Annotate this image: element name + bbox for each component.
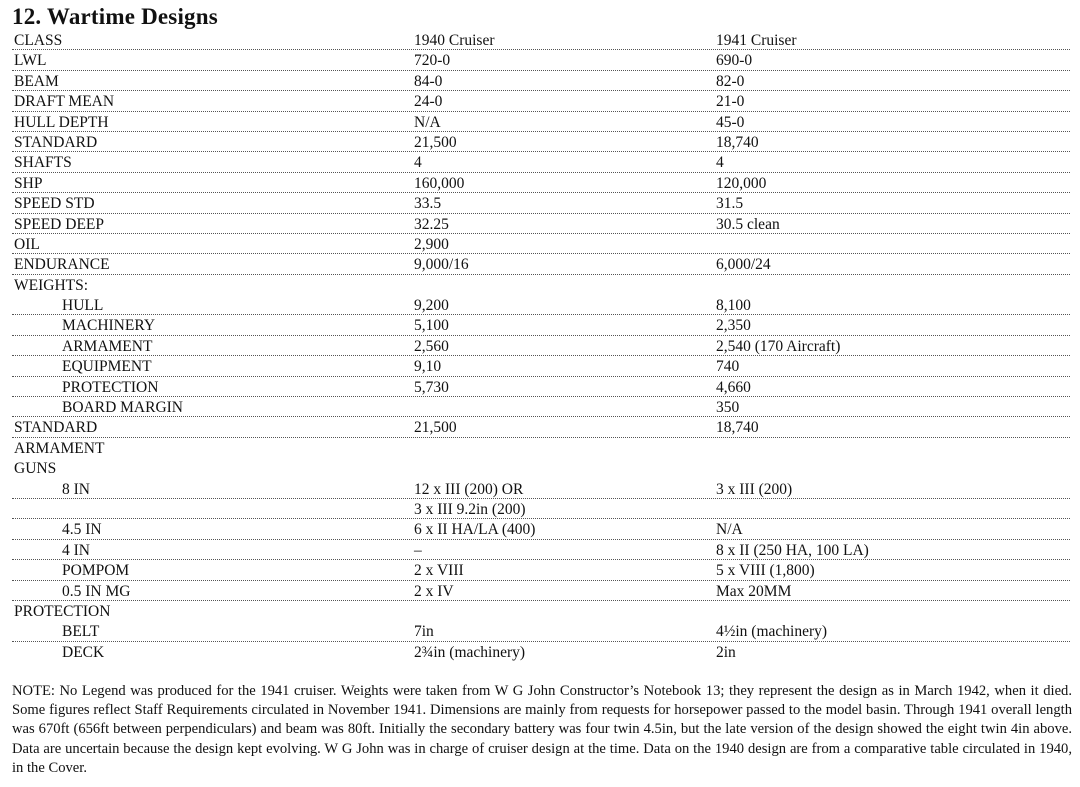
- row-label: MACHINERY: [62, 317, 156, 335]
- row-label: OIL: [14, 235, 40, 253]
- value-1940-cruiser: 5,100: [414, 317, 449, 335]
- value-1940-cruiser: 9,10: [414, 358, 442, 376]
- table-row: [12, 173, 1070, 193]
- table-row: [12, 295, 1070, 315]
- value-1940-cruiser: 2,560: [414, 337, 449, 355]
- row-label: DRAFT MEAN: [14, 93, 115, 111]
- row-label: HULL: [62, 297, 104, 315]
- value-1940-cruiser: 32.25: [414, 215, 449, 233]
- value-1941-cruiser: 4,660: [716, 378, 751, 396]
- table-row: [12, 112, 1070, 132]
- value-1940-cruiser: 9,000/16: [414, 256, 469, 274]
- row-label: SPEED DEEP: [14, 215, 104, 233]
- table-row: [12, 50, 1070, 70]
- row-label: STANDARD: [14, 419, 98, 437]
- row-label: WEIGHTS:: [14, 276, 89, 294]
- row-label: 8 IN: [62, 480, 90, 498]
- value-1941-cruiser: 82-0: [716, 72, 745, 90]
- value-1941-cruiser: 120,000: [716, 174, 767, 192]
- row-label: ARMAMENT: [62, 337, 153, 355]
- note-paragraph: NOTE: No Legend was produced for the 1941 cruiser. Weights were taken from W G John Constructor’s Notebook 13; they represent the design as in March 1942, when it died. Some figures reflect Staff Requirements circulated in November 1941. Dimensions are mainly from requests for horsepower passed to the model basin. Through 1941 overall length was 670ft (656ft between perpendiculars) and beam was 80ft. Initially the secondary battery was four twin 4.5in, but the late version of the design showed the eight twin 4in above. Data are uncertain because the design kept evolving. W G John was in charge of cruiser design at the time. Data on the 1940 design are from a comparative table circulated in 1940, in the Cover.: [12, 683, 1072, 776]
- table-row: [12, 519, 1070, 539]
- table-row: [12, 91, 1070, 111]
- value-1940-cruiser: 7in: [414, 623, 434, 641]
- value-1941-cruiser: 18,740: [716, 133, 759, 151]
- table-row: [12, 560, 1070, 580]
- row-label: 4 IN: [62, 541, 90, 559]
- value-1941-cruiser: Max 20MM: [716, 582, 792, 600]
- row-label: 0.5 IN MG: [62, 582, 131, 600]
- row-label: CLASS: [14, 32, 63, 49]
- row-label: PROTECTION: [62, 378, 159, 396]
- table-row: [12, 71, 1070, 91]
- value-1940-cruiser: 24-0: [414, 93, 443, 111]
- value-1941-cruiser: 18,740: [716, 419, 759, 437]
- value-1940-cruiser: N/A: [414, 113, 441, 131]
- table-row: [12, 540, 1070, 560]
- row-label: BOARD MARGIN: [62, 399, 183, 417]
- value-1940-cruiser: 3 x III 9.2in (200): [414, 500, 526, 518]
- value-1940-cruiser: 160,000: [414, 174, 465, 192]
- value-1941-cruiser: 6,000/24: [716, 256, 771, 274]
- value-1940-cruiser: 33.5: [414, 195, 442, 213]
- table-row: [12, 438, 1070, 458]
- spec-table: [12, 30, 1070, 662]
- table-row: [12, 621, 1070, 641]
- value-1941-cruiser: 740: [716, 358, 740, 376]
- table-row: [12, 417, 1070, 437]
- table-row: [12, 397, 1070, 417]
- value-1940-cruiser: 720-0: [414, 52, 451, 70]
- table-row: [12, 315, 1070, 335]
- value-1941-cruiser: 2,540 (170 Aircraft): [716, 337, 841, 355]
- row-label: STANDARD: [14, 133, 98, 151]
- row-label: HULL DEPTH: [14, 113, 109, 131]
- table-row: [12, 601, 1070, 621]
- value-1941-cruiser: 31.5: [716, 195, 744, 213]
- value-1941-cruiser: 8 x II (250 HA, 100 LA): [716, 541, 869, 559]
- value-1941-cruiser: 30.5 clean: [716, 215, 780, 233]
- value-1940-cruiser: 12 x III (200) OR: [414, 480, 524, 498]
- table-row: [12, 377, 1070, 397]
- table-row: [12, 458, 1070, 478]
- table-row: [12, 30, 1070, 50]
- value-1940-cruiser: 4: [414, 154, 422, 172]
- value-1940-cruiser: 1940 Cruiser: [414, 32, 495, 49]
- value-1940-cruiser: –: [414, 541, 422, 559]
- row-label: GUNS: [14, 460, 57, 478]
- value-1940-cruiser: 2 x IV: [414, 582, 454, 600]
- row-label: POMPOM: [62, 562, 130, 580]
- value-1941-cruiser: 350: [716, 399, 740, 417]
- row-label: 4.5 IN: [62, 521, 102, 539]
- value-1941-cruiser: N/A: [716, 521, 743, 539]
- value-1941-cruiser: 2,350: [716, 317, 751, 335]
- table-row: [12, 193, 1070, 213]
- table-row: [12, 356, 1070, 376]
- value-1941-cruiser: 2in: [716, 643, 736, 661]
- value-1941-cruiser: 4: [716, 154, 724, 172]
- value-1940-cruiser: 2 x VIII: [414, 562, 464, 580]
- table-row: [12, 581, 1070, 601]
- row-label: EQUIPMENT: [62, 358, 152, 376]
- value-1940-cruiser: 2,900: [414, 235, 449, 253]
- page-title: 12. Wartime Designs: [12, 4, 218, 29]
- table-row: [12, 214, 1070, 234]
- row-label: SHP: [14, 174, 43, 192]
- value-1941-cruiser: 8,100: [716, 297, 751, 315]
- value-1940-cruiser: 5,730: [414, 378, 449, 396]
- value-1940-cruiser: 21,500: [414, 419, 457, 437]
- table-row: [12, 132, 1070, 152]
- table-row: [12, 275, 1070, 295]
- table-row: [12, 642, 1070, 662]
- row-label: DECK: [62, 643, 105, 661]
- value-1940-cruiser: 21,500: [414, 133, 457, 151]
- value-1940-cruiser: 2¾in (machinery): [414, 643, 526, 661]
- table-row: [12, 336, 1070, 356]
- value-1941-cruiser: 4½in (machinery): [716, 623, 828, 641]
- value-1941-cruiser: 45-0: [716, 113, 745, 131]
- row-label: SPEED STD: [14, 195, 95, 213]
- value-1940-cruiser: 9,200: [414, 297, 449, 315]
- row-label: BELT: [62, 623, 100, 641]
- value-1941-cruiser: 5 x VIII (1,800): [716, 562, 815, 580]
- value-1941-cruiser: 1941 Cruiser: [716, 32, 797, 49]
- table-row: [12, 234, 1070, 254]
- table-row: [12, 152, 1070, 172]
- table-row: [12, 499, 1070, 519]
- table-row: [12, 479, 1070, 499]
- value-1940-cruiser: 84-0: [414, 72, 443, 90]
- value-1940-cruiser: 6 x II HA/LA (400): [414, 521, 536, 539]
- row-label: ENDURANCE: [14, 256, 110, 274]
- row-label: ARMAMENT: [14, 439, 105, 457]
- table-row: [12, 254, 1070, 274]
- row-label: PROTECTION: [14, 602, 111, 620]
- value-1941-cruiser: 690-0: [716, 52, 753, 70]
- row-label: BEAM: [14, 72, 59, 90]
- row-label: LWL: [14, 52, 47, 70]
- value-1941-cruiser: 3 x III (200): [716, 480, 793, 498]
- row-label: SHAFTS: [14, 154, 72, 172]
- value-1941-cruiser: 21-0: [716, 93, 745, 111]
